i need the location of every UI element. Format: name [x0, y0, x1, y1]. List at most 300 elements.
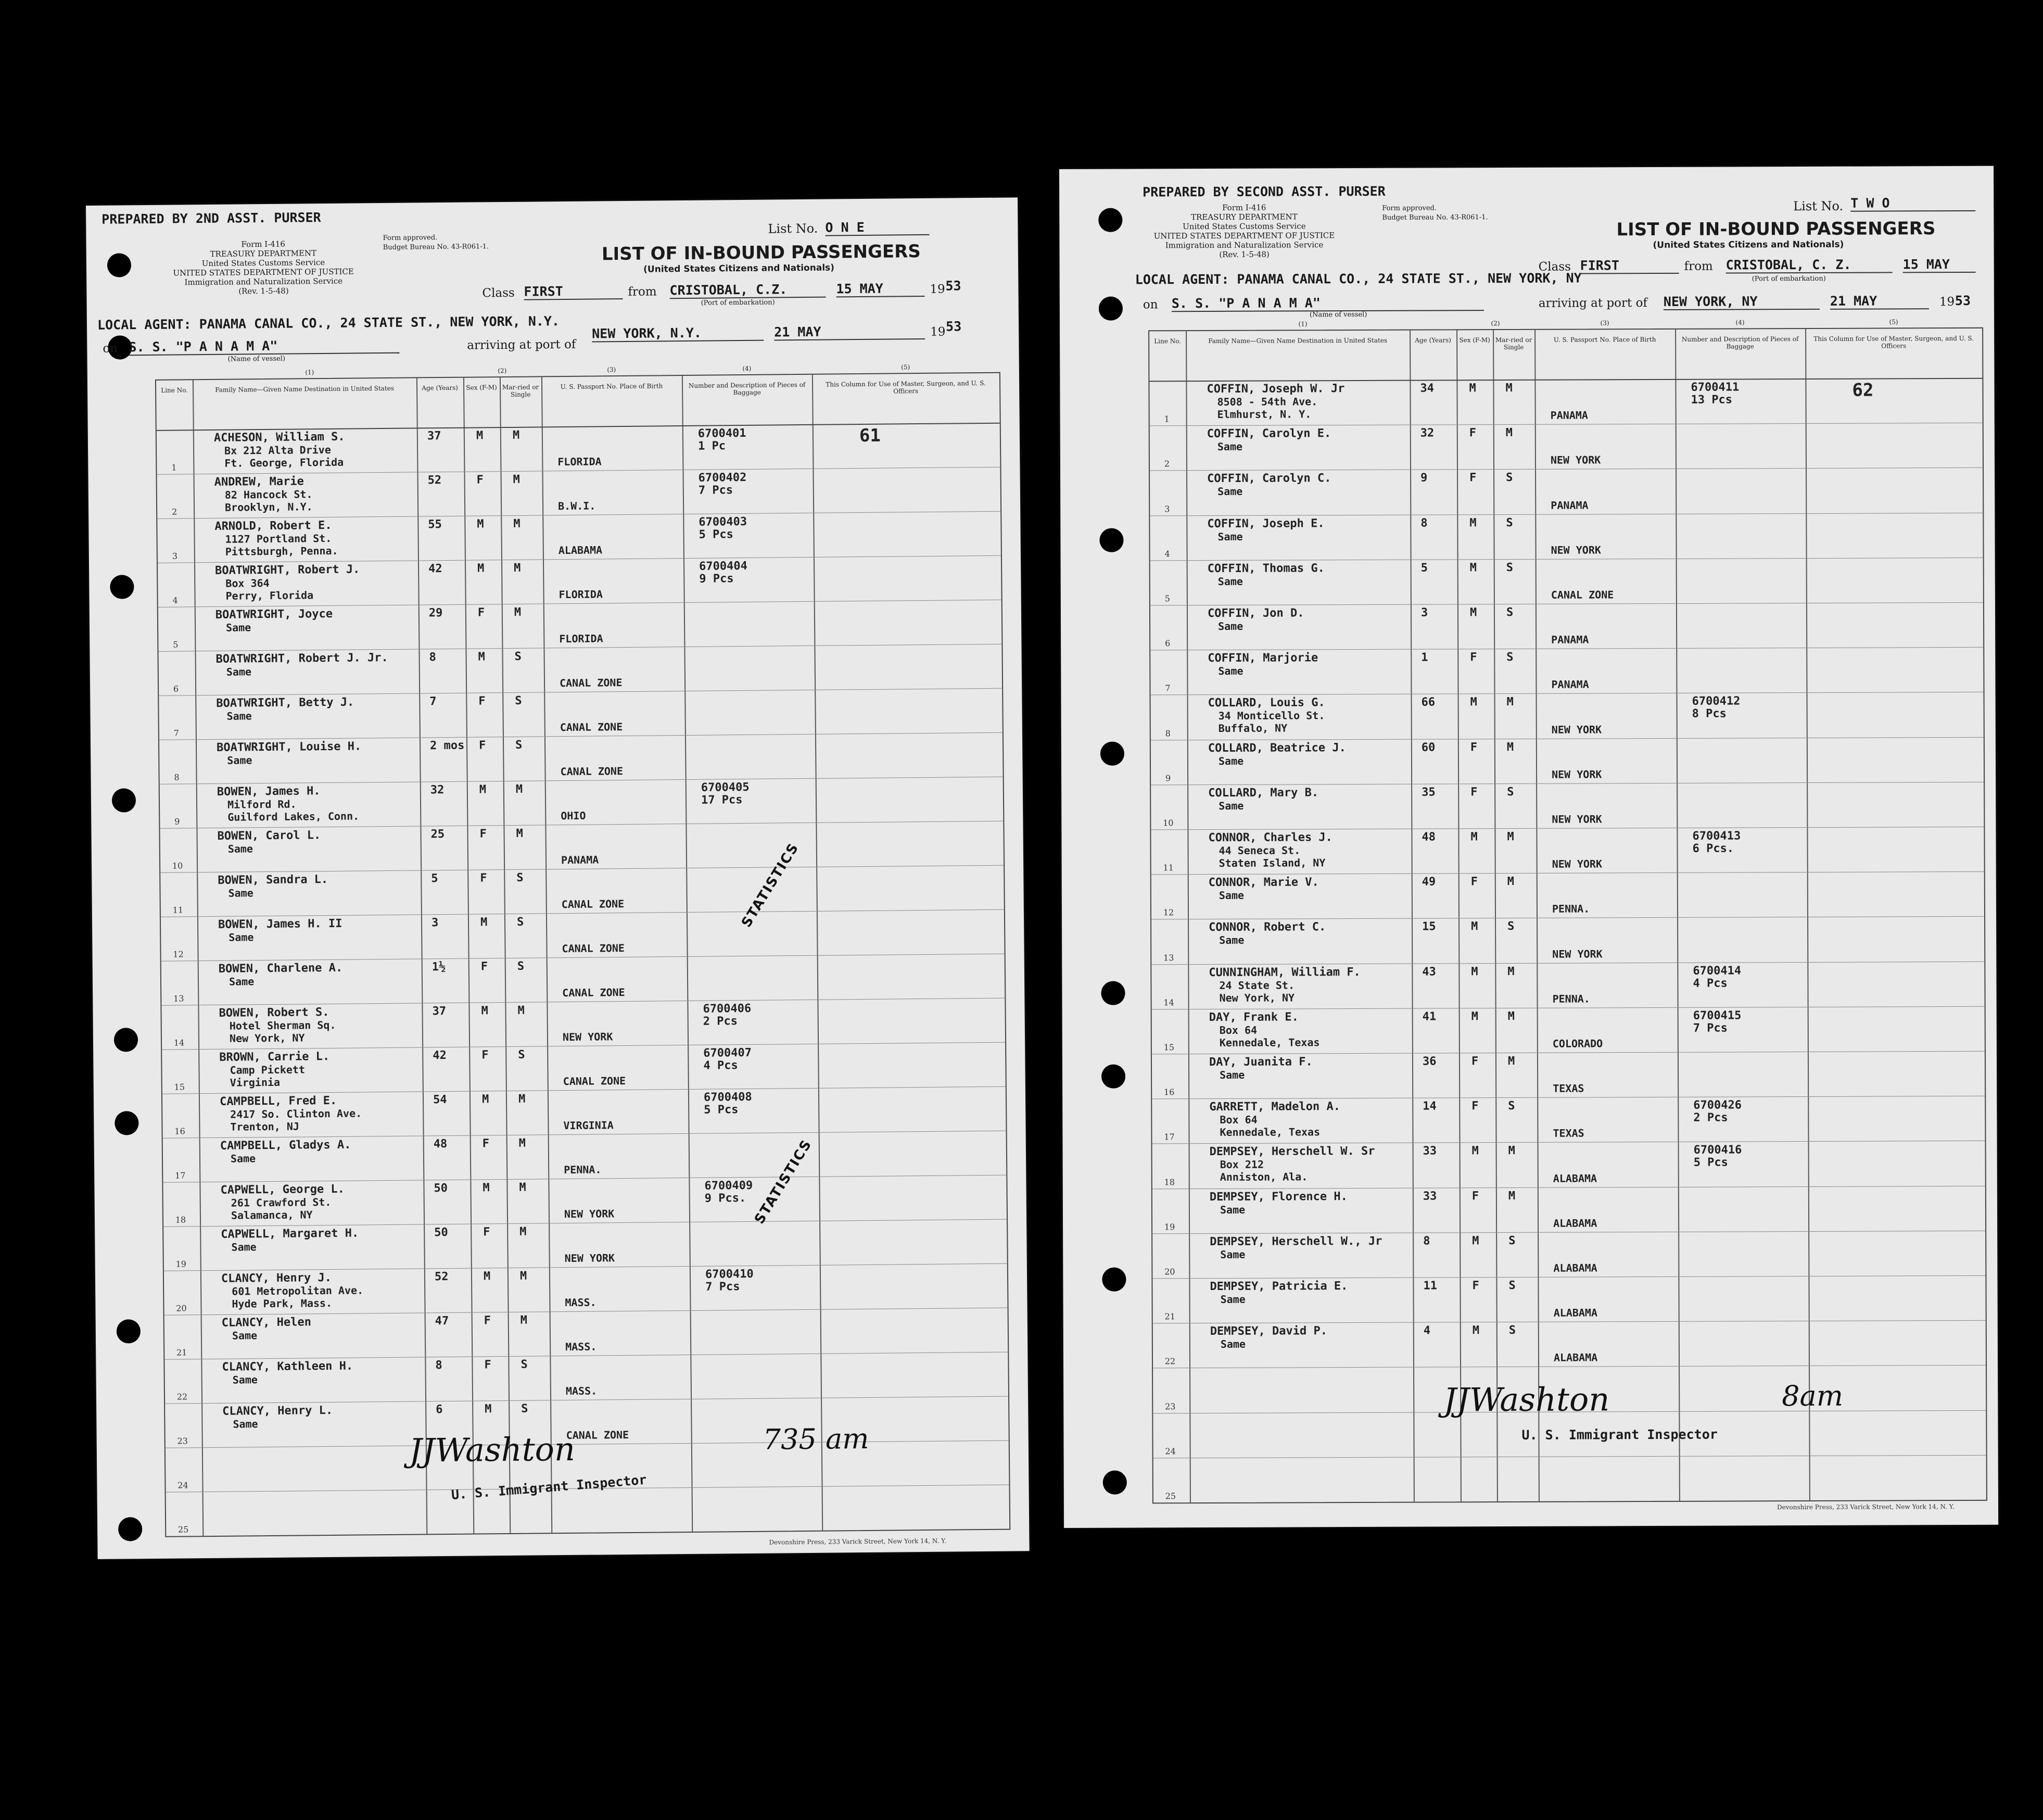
passenger-address: Same: [230, 1152, 256, 1165]
passenger-address: Same: [225, 621, 251, 634]
passenger-name: BOATWRIGHT, Louise H.: [216, 740, 362, 754]
passenger-sex: M: [485, 1402, 492, 1416]
passenger-age: 50: [434, 1182, 448, 1195]
line-number: 11: [172, 905, 184, 915]
passenger-age: 54: [433, 1093, 447, 1107]
baggage-entry: 5 Pcs: [699, 528, 733, 541]
passenger-sex: M: [480, 916, 488, 929]
column-number: (2): [1491, 320, 1500, 327]
arrival-time-note: 8am: [1782, 1379, 1844, 1413]
passenger-sex: F: [1470, 740, 1478, 754]
line-number: 21: [1164, 1311, 1175, 1322]
passenger-address: Brooklyn, N.Y.: [224, 500, 313, 514]
local-agent: LOCAL AGENT: PANAMA CANAL CO., 24 STATE ST., NEW YORK, N.Y.: [97, 313, 560, 333]
passenger-age: 3: [431, 916, 439, 930]
passenger-age: 50: [434, 1226, 448, 1240]
passenger-address: Same: [1220, 1203, 1246, 1216]
passenger-address: Same: [1218, 620, 1243, 633]
passenger-address: Anniston, Ala.: [1220, 1170, 1308, 1184]
passenger-sex: M: [1469, 606, 1477, 620]
column-header-age: Age (Years): [422, 384, 458, 392]
on-label: on: [1143, 298, 1158, 312]
column-number: (1): [1298, 320, 1308, 328]
customs-service: United States Customs Service: [201, 257, 325, 269]
arriving-label: arriving at port of: [467, 337, 576, 352]
row-rule: [1150, 467, 1983, 471]
passenger-sex: M: [481, 1004, 488, 1018]
passenger-marital-status: S: [1508, 1234, 1516, 1247]
passenger-age: 8: [429, 651, 436, 664]
passenger-sex: M: [1471, 920, 1478, 933]
row-rule: [1151, 782, 1984, 786]
list-no-label: List No.: [1793, 198, 1844, 214]
passenger-name: DEMPSEY, David P.: [1210, 1324, 1328, 1338]
baggage-entry: 6700426: [1693, 1098, 1742, 1112]
passenger-address: Same: [226, 710, 252, 723]
passenger-sex: F: [477, 606, 485, 620]
column-header-age: Age (Years): [1415, 336, 1452, 344]
from-date: 15 MAY: [836, 281, 924, 297]
punch-hole: [117, 1319, 141, 1343]
passenger-name: CAPWELL, George L.: [220, 1182, 345, 1197]
passenger-marital-status: S: [521, 1402, 528, 1415]
passenger-sex: F: [1471, 1099, 1479, 1113]
passenger-marital-status: S: [521, 1358, 528, 1371]
class-value: FIRST: [524, 283, 623, 300]
line-number: 2: [1164, 459, 1170, 469]
column-number: (4): [1735, 319, 1745, 326]
passenger-address: 1127 Portland St.: [225, 532, 332, 546]
column-rule: [1675, 330, 1680, 1501]
line-number: 23: [177, 1436, 188, 1446]
line-number: 12: [173, 949, 184, 959]
passenger-address: Perry, Florida: [225, 589, 314, 602]
passenger-age: 52: [434, 1270, 449, 1284]
line-number: 7: [1165, 683, 1171, 693]
passenger-birthplace: NEW YORK: [564, 1252, 615, 1265]
line-number: 22: [176, 1392, 188, 1402]
passenger-marital-status: M: [1507, 830, 1514, 844]
passenger-name: DEMPSEY, Patricia E.: [1210, 1280, 1348, 1294]
passenger-sex: F: [484, 1314, 491, 1328]
passenger-sex: M: [481, 1093, 489, 1106]
inspector-caption: U. S. Immigrant Inspector: [1521, 1426, 1718, 1443]
line-number: 19: [175, 1259, 187, 1269]
arriving-label: arriving at port of: [1538, 296, 1647, 310]
passenger-birthplace: VIRGINIA: [563, 1119, 614, 1132]
passenger-sex: M: [483, 1181, 490, 1195]
passenger-name: CONNOR, Charles J.: [1208, 831, 1333, 845]
passenger-name: COFFIN, Marjorie: [1208, 651, 1318, 665]
passenger-name: BOWEN, Robert S.: [219, 1005, 329, 1020]
baggage-entry: 2 Pcs: [703, 1015, 738, 1028]
row-rule: [1152, 1096, 1985, 1099]
form-title: LIST OF IN-BOUND PASSENGERS: [601, 241, 921, 265]
passenger-marital-status: S: [516, 915, 524, 929]
passenger-marital-status: M: [516, 827, 523, 840]
baggage-entry: 7 Pcs: [705, 1280, 740, 1294]
passenger-birthplace: ALABAMA: [1553, 1351, 1598, 1364]
inspector-signature: JJWashton: [409, 1430, 576, 1470]
passenger-marital-status: M: [519, 1225, 527, 1238]
line-number: 25: [177, 1524, 189, 1535]
passenger-sex: F: [480, 871, 487, 885]
line-number: 5: [1164, 593, 1171, 604]
column-header-passport: U. S. Passport No. Place of Birth: [560, 382, 663, 391]
passenger-marital-status: M: [1507, 1054, 1515, 1068]
form-subtitle: (United States Citizens and Nationals): [643, 262, 835, 275]
passenger-marital-status: S: [1508, 1099, 1515, 1113]
arriving-year: 53: [945, 319, 962, 334]
passenger-sex: M: [1471, 1144, 1479, 1158]
column-header-sex: Sex (F-M): [1459, 336, 1490, 344]
passenger-age: 1½: [432, 960, 446, 974]
line-number: 18: [175, 1215, 186, 1225]
passenger-address: Same: [1219, 799, 1244, 812]
justice-department: UNITED STATES DEPARTMENT OF JUSTICE: [173, 267, 354, 278]
passenger-birthplace: ALABAMA: [1553, 1217, 1597, 1230]
passenger-name: DAY, Juanita F.: [1209, 1055, 1313, 1069]
on-label: on: [103, 342, 118, 356]
passenger-birthplace: CANAL ZONE: [1551, 588, 1614, 601]
passenger-birthplace: OHIO: [561, 809, 586, 823]
punch-hole: [1100, 742, 1124, 766]
column-rule: [1186, 331, 1191, 1502]
passenger-sex: F: [1470, 651, 1477, 664]
baggage-entry: 6700405: [701, 780, 750, 794]
prepared-by: PREPARED BY SECOND ASST. PURSER: [1143, 183, 1386, 200]
passenger-age: 9: [1420, 471, 1428, 485]
column-header-baggage: Number and Description of Pieces of Baggage: [1681, 335, 1799, 350]
punch-hole: [115, 1111, 138, 1135]
passenger-age: 34: [1420, 382, 1435, 395]
class-value: FIRST: [1580, 258, 1679, 274]
passenger-name: BOWEN, James H. II: [218, 917, 342, 931]
passenger-name: DEMPSEY, Herschell W., Jr: [1210, 1234, 1382, 1248]
baggage-entry: 6700401: [697, 426, 746, 440]
passenger-address: 8508 - 54th Ave.: [1217, 395, 1318, 408]
passenger-address: Same: [1220, 1068, 1245, 1081]
row-rule: [1151, 692, 1984, 696]
passenger-age: 8: [1420, 516, 1428, 530]
passenger-age: 60: [1421, 741, 1436, 754]
port-embarkation-caption: (Port of embarkation): [701, 298, 775, 307]
passenger-address: Same: [1217, 440, 1243, 453]
passenger-birthplace: CANAL ZONE: [559, 676, 623, 690]
passenger-marital-status: M: [1507, 965, 1515, 978]
passenger-sex: F: [484, 1358, 491, 1372]
baggage-entry: 1 Pc: [697, 439, 726, 453]
inspector-caption: U. S. Immigrant Inspector: [450, 1472, 648, 1503]
vessel-caption: (Name of vessel): [227, 355, 286, 363]
passenger-name: ACHESON, William S.: [213, 430, 345, 445]
passenger-birthplace: MASS.: [565, 1340, 597, 1354]
baggage-entry: 6700402: [698, 471, 747, 485]
punch-hole: [1102, 1268, 1126, 1292]
passenger-birthplace: CANAL ZONE: [560, 721, 623, 734]
passenger-marital-status: S: [516, 871, 524, 884]
class-label: Class: [482, 286, 515, 300]
passenger-age: 35: [1422, 786, 1436, 799]
passenger-name: GARRETT, Madelon A.: [1209, 1100, 1341, 1114]
column-rule: [1493, 330, 1498, 1501]
from-date: 15 MAY: [1903, 257, 1976, 273]
passenger-name: DEMPSEY, Herschell W. Sr: [1209, 1145, 1375, 1159]
passenger-name: COFFIN, Joseph E.: [1207, 516, 1325, 530]
passenger-name: COFFIN, Joseph W. Jr: [1207, 382, 1345, 396]
passenger-marital-status: M: [518, 1092, 526, 1106]
column-rule: [193, 380, 204, 1536]
punch-hole: [1099, 528, 1123, 552]
passenger-address: Same: [1217, 575, 1243, 588]
form-number: Form I-416: [1222, 203, 1266, 212]
passenger-name: CAMPBELL, Fred E.: [219, 1094, 337, 1108]
baggage-entry: 6700414: [1693, 964, 1742, 978]
line-number: 4: [172, 595, 178, 605]
passenger-address: Same: [1220, 1293, 1246, 1306]
passenger-name: CAPWELL, Margaret H.: [221, 1227, 359, 1241]
passenger-name: BOATWRIGHT, Betty J.: [216, 696, 354, 710]
passenger-address: Kennedale, Texas: [1219, 1036, 1320, 1049]
passenger-age: 37: [427, 429, 441, 443]
column-number: (5): [901, 363, 910, 371]
column-number: (4): [742, 364, 752, 373]
line-number: 6: [1165, 638, 1171, 649]
column-header-married: Mar-ried or Single: [502, 383, 539, 398]
passenger-address: Bx 212 Alta Drive: [224, 443, 331, 457]
passenger-address: 34 Monticello St.: [1218, 709, 1325, 723]
punch-hole: [107, 253, 131, 277]
passenger-age: 14: [1423, 1099, 1437, 1113]
column-header-officers: This Column for Use of Master, Surgeon, and U. S. Officers: [826, 379, 986, 395]
from-label: from: [628, 285, 657, 299]
officer-count-mark: 61: [859, 425, 881, 447]
passenger-address: 2417 So. Clinton Ave.: [230, 1107, 362, 1121]
passenger-age: 32: [1420, 426, 1435, 440]
passenger-birthplace: ALABAMA: [1553, 1171, 1597, 1185]
form-number: Form I-416: [241, 239, 285, 249]
budget-bureau: Budget Bureau No. 43-R061-1.: [1382, 213, 1488, 222]
passenger-birthplace: CANAL ZONE: [566, 1428, 629, 1442]
passenger-name: BOATWRIGHT, Robert J.: [215, 563, 360, 577]
baggage-entry: 6700411: [1691, 381, 1740, 394]
row-rule: [1153, 1365, 1986, 1369]
passenger-address: Trenton, NJ: [230, 1120, 300, 1133]
passenger-name: BOWEN, Charlene A.: [218, 961, 343, 976]
passenger-address: Kennedale, Texas: [1220, 1126, 1321, 1139]
line-number: 1: [171, 462, 177, 473]
passenger-address: Same: [1220, 1248, 1246, 1261]
ins-service: Immigration and Naturalization Service: [184, 276, 343, 287]
passenger-marital-status: S: [517, 959, 525, 973]
passenger-age: 8: [1423, 1234, 1430, 1248]
passenger-name: DAY, Frank E.: [1209, 1010, 1299, 1024]
line-number: 13: [173, 993, 184, 1004]
line-number: 9: [174, 816, 180, 827]
passenger-sex: F: [479, 827, 487, 841]
passenger-marital-status: S: [1506, 561, 1513, 574]
passenger-address: 24 State St.: [1219, 979, 1295, 992]
passenger-birthplace: TEXAS: [1553, 1127, 1584, 1140]
line-number: 22: [1164, 1356, 1176, 1367]
column-header-line: Line No.: [1154, 337, 1182, 345]
passenger-age: 33: [1423, 1190, 1437, 1203]
passenger-address: 261 Crawford St.: [231, 1195, 332, 1209]
passenger-birthplace: NEW YORK: [1552, 768, 1602, 781]
passenger-sex: M: [1469, 561, 1477, 575]
passenger-sex: M: [1471, 965, 1478, 978]
passenger-marital-status: S: [1506, 651, 1514, 664]
passenger-birthplace: B.W.I.: [557, 499, 596, 513]
form-revision: (Rev. 1-5-48): [1219, 249, 1270, 259]
passenger-age: 15: [1422, 920, 1436, 933]
column-rule: [416, 378, 427, 1534]
passenger-age: 55: [428, 518, 442, 532]
baggage-entry: 8 Pcs: [1692, 707, 1727, 721]
vessel-caption: (Name of vessel): [1309, 310, 1367, 319]
passenger-name: CONNOR, Marie V.: [1208, 876, 1319, 890]
passenger-sex: F: [1471, 1189, 1479, 1203]
passenger-marital-status: S: [1508, 1279, 1516, 1292]
passenger-birthplace: PENNA.: [564, 1163, 602, 1177]
department: TREASURY DEPARTMENT: [210, 248, 317, 259]
line-number: 6: [173, 684, 179, 694]
inspector-signature: JJWashton: [1443, 1380, 1610, 1419]
column-header-baggage: Number and Description of Pieces of Baggage: [688, 381, 806, 397]
passenger-marital-status: S: [514, 650, 522, 663]
passenger-address: Guilford Lakes, Conn.: [227, 810, 360, 824]
column-header-passport: U. S. Passport No. Place of Birth: [1553, 336, 1656, 344]
line-number: 20: [1164, 1267, 1175, 1277]
passenger-name: COFFIN, Carolyn E.: [1207, 427, 1331, 441]
passenger-birthplace: FLORIDA: [559, 632, 603, 646]
manifest-sheet-1: [86, 197, 1030, 1559]
passenger-age: 3: [1420, 606, 1428, 620]
row-rule: [1152, 1006, 1985, 1010]
line-number: 23: [1165, 1401, 1176, 1411]
baggage-entry: 6700416: [1693, 1143, 1742, 1157]
passenger-birthplace: ALABAMA: [1553, 1261, 1597, 1274]
passenger-sex: F: [1469, 426, 1477, 440]
baggage-entry: 13 Pcs: [1691, 393, 1733, 407]
baggage-entry: 6700415: [1693, 1009, 1742, 1022]
passenger-address: Box 64: [1219, 1023, 1258, 1037]
passenger-name: COLLARD, Mary B.: [1208, 786, 1319, 800]
passenger-name: ANDREW, Marie: [214, 475, 304, 489]
baggage-entry: 6700408: [703, 1090, 752, 1104]
row-rule: [1153, 1320, 1986, 1324]
passenger-sex: M: [479, 783, 487, 797]
column-rule: [1410, 331, 1415, 1502]
passenger-address: Pittsburgh, Penna.: [225, 544, 338, 558]
passenger-age: 43: [1422, 965, 1436, 979]
passenger-age: 29: [428, 606, 443, 620]
passenger-name: COLLARD, Louis G.: [1208, 696, 1325, 710]
baggage-entry: 7 Pcs: [1693, 1021, 1728, 1035]
passenger-birthplace: PENNA.: [1552, 992, 1590, 1005]
row-rule: [1151, 827, 1984, 830]
passenger-address: Same: [226, 665, 252, 678]
passenger-marital-status: M: [1506, 740, 1514, 754]
passenger-marital-status: S: [1506, 471, 1513, 485]
column-header-married: Mar-ried or Single: [1495, 336, 1532, 351]
passenger-birthplace: NEW YORK: [1550, 453, 1601, 467]
passenger-birthplace: TEXAS: [1553, 1082, 1584, 1095]
column-rule: [1456, 330, 1462, 1501]
passenger-age: 25: [430, 828, 445, 841]
column-number: (5): [1889, 318, 1898, 326]
baggage-entry: 6700404: [699, 559, 747, 573]
passenger-sex: F: [480, 960, 488, 974]
passenger-birthplace: NEW YORK: [1552, 857, 1603, 870]
passenger-age: 4: [1423, 1324, 1431, 1337]
line-number: 3: [1164, 503, 1170, 514]
passenger-address: Box 64: [1220, 1113, 1258, 1127]
passenger-name: BOATWRIGHT, Joyce: [215, 607, 333, 622]
line-number: 2: [171, 507, 177, 517]
passenger-name: COFFIN, Thomas G.: [1207, 562, 1325, 575]
passenger-marital-status: M: [1505, 381, 1513, 395]
passenger-address: Same: [1217, 530, 1243, 543]
passenger-age: 1: [1421, 651, 1428, 664]
passenger-address: Same: [228, 887, 253, 900]
local-agent: LOCAL AGENT: PANAMA CANAL CO., 24 STATE ST., NEW YORK, NY: [1135, 270, 1582, 287]
baggage-entry: 6700412: [1692, 694, 1741, 709]
baggage-entry: 17 Pcs: [701, 793, 743, 807]
passenger-address: 601 Metropolitan Ave.: [232, 1284, 364, 1298]
passenger-sex: M: [1472, 1234, 1479, 1248]
passenger-marital-status: M: [1505, 426, 1513, 440]
passenger-marital-status: M: [520, 1313, 528, 1327]
from-year: 53: [945, 278, 961, 294]
passenger-name: CLANCY, Helen: [221, 1316, 312, 1330]
column-number: (2): [498, 366, 507, 375]
passenger-sex: F: [481, 1048, 489, 1062]
class-label: Class: [1538, 260, 1571, 274]
line-number: 10: [172, 861, 183, 871]
officer-count-mark: 62: [1852, 380, 1874, 401]
baggage-entry: 5 Pcs: [1693, 1156, 1728, 1170]
passenger-marital-status: M: [514, 605, 522, 619]
passenger-age: 36: [1422, 1055, 1437, 1068]
list-no-value: T W O: [1850, 195, 1975, 212]
passenger-marital-status: M: [519, 1181, 526, 1194]
passenger-marital-status: M: [513, 517, 521, 530]
column-rule: [1805, 329, 1810, 1500]
passenger-address: 82 Hancock St.: [224, 488, 313, 501]
passenger-birthplace: PANAMA: [561, 853, 599, 867]
passenger-marital-status: M: [1508, 1144, 1515, 1158]
passenger-age: 33: [1423, 1144, 1437, 1158]
passenger-sex: M: [477, 562, 485, 575]
passenger-name: ARNOLD, Robert E.: [214, 519, 332, 533]
row-rule: [1150, 558, 1983, 561]
passenger-sex: M: [1470, 696, 1477, 709]
line-number: 10: [1163, 818, 1174, 828]
passenger-address: Same: [229, 975, 255, 988]
passenger-birthplace: PANAMA: [1551, 499, 1589, 512]
baggage-entry: 6700406: [703, 1002, 752, 1016]
passenger-birthplace: CANAL ZONE: [562, 986, 625, 1000]
passenger-age: 49: [1422, 875, 1436, 889]
passenger-address: Same: [1217, 485, 1243, 498]
row-rule: [1151, 871, 1984, 875]
customs-service: United States Customs Service: [1183, 221, 1306, 232]
passenger-marital-status: S: [1507, 920, 1515, 933]
passenger-sex: M: [483, 1270, 491, 1283]
passenger-age: 42: [433, 1049, 447, 1063]
passenger-birthplace: NEW YORK: [1551, 544, 1601, 557]
